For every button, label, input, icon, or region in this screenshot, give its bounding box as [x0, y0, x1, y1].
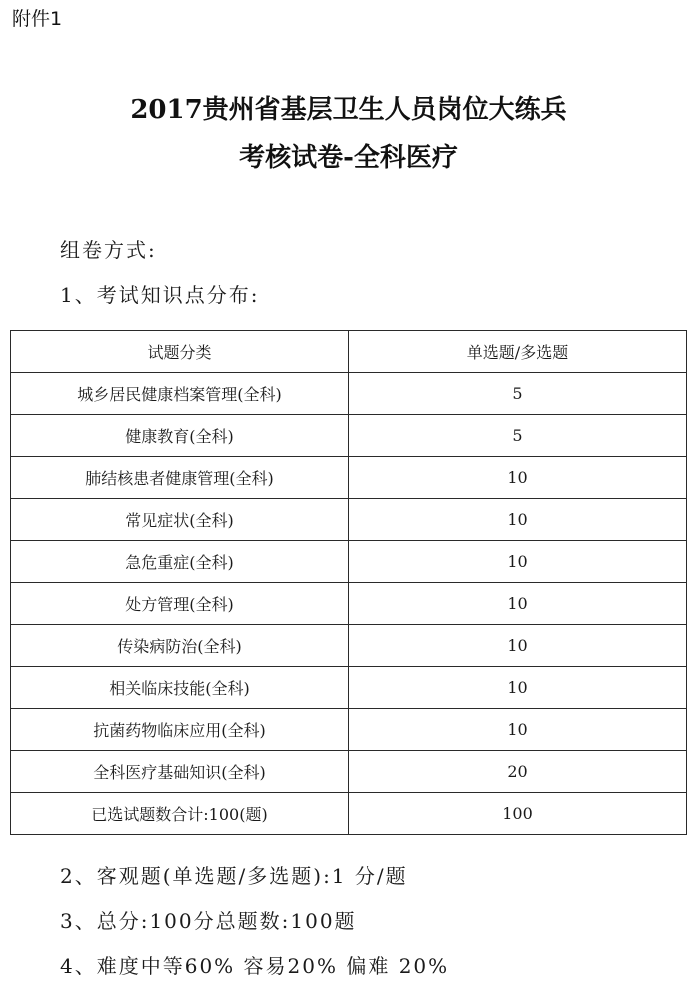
- section-3-total-score: 3、总分:100分总题数:100题: [60, 909, 357, 933]
- row-count: 10: [349, 583, 687, 625]
- section-1-heading: 1、考试知识点分布:: [60, 283, 260, 307]
- row-count: 20: [349, 751, 687, 793]
- row-count: 10: [349, 709, 687, 751]
- assembly-method-label: 组卷方式:: [60, 238, 157, 262]
- row-category: 健康教育(全科): [11, 415, 349, 457]
- table-row: [11, 667, 687, 709]
- row-category: 处方管理(全科): [11, 583, 349, 625]
- table-row: [11, 373, 687, 415]
- section-2-objective: 2、客观题(单选题/多选题):1 分/题: [60, 864, 408, 888]
- row-category: 城乡居民健康档案管理(全科): [11, 373, 349, 415]
- table-row: [11, 541, 687, 583]
- header-question-type: 单选题/多选题: [349, 331, 687, 373]
- table-row: [11, 709, 687, 751]
- knowledge-distribution-table: [10, 330, 687, 835]
- section-4-difficulty: 4、难度中等60% 容易20% 偏难 20%: [60, 954, 450, 978]
- table-total-row: [11, 793, 687, 835]
- table-row: [11, 499, 687, 541]
- row-category: 急危重症(全科): [11, 541, 349, 583]
- row-count: 5: [349, 373, 687, 415]
- table-header-row: [11, 331, 687, 373]
- total-count: 100: [349, 793, 687, 835]
- row-category: 抗菌药物临床应用(全科): [11, 709, 349, 751]
- table-row: [11, 457, 687, 499]
- total-label: 已选试题数合计:100(题): [11, 793, 349, 835]
- row-category: 相关临床技能(全科): [11, 667, 349, 709]
- row-category: 全科医疗基础知识(全科): [11, 751, 349, 793]
- row-count: 10: [349, 457, 687, 499]
- row-count: 10: [349, 625, 687, 667]
- table-row: [11, 751, 687, 793]
- row-category: 肺结核患者健康管理(全科): [11, 457, 349, 499]
- row-category: 常见症状(全科): [11, 499, 349, 541]
- document-title-line-2: 考核试卷-全科医疗: [239, 143, 458, 173]
- header-category: 试题分类: [11, 331, 349, 373]
- attachment-label: 附件1: [12, 8, 63, 30]
- document-title-line-1: 2017贵州省基层卫生人员岗位大练兵: [130, 95, 567, 125]
- row-count: 10: [349, 499, 687, 541]
- row-count: 5: [349, 415, 687, 457]
- row-count: 10: [349, 667, 687, 709]
- row-count: 10: [349, 541, 687, 583]
- row-category: 传染病防治(全科): [11, 625, 349, 667]
- table-row: [11, 625, 687, 667]
- table-row: [11, 415, 687, 457]
- table-row: [11, 583, 687, 625]
